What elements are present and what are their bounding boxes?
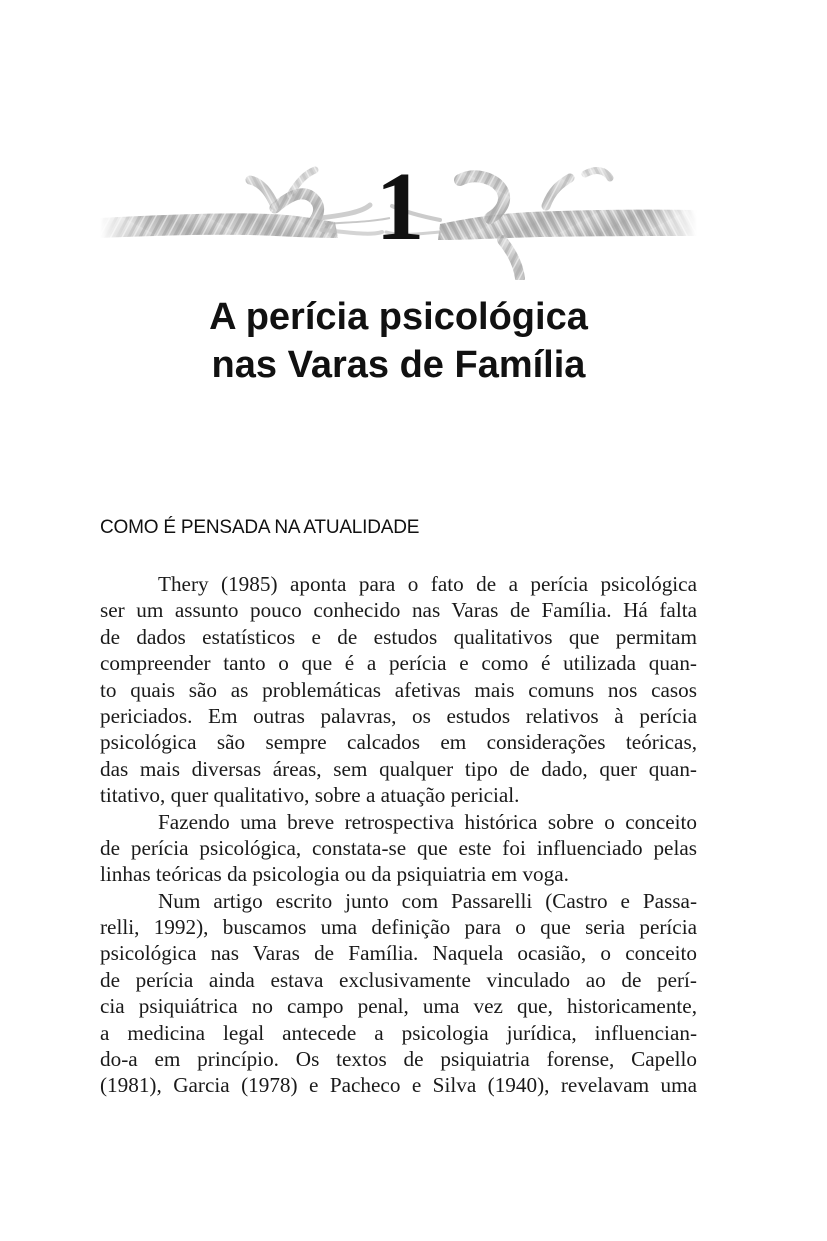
text-line: de perícia ainda estava exclusivamente vinculado ao de perí- <box>100 967 697 992</box>
text-line: titativo, quer qualitativo, sobre a atuação pericial. <box>100 783 520 808</box>
text-line: ser um assunto pouco conhecido nas Varas de Família. Há falta <box>100 598 697 623</box>
text-line: cia psiquiátrica no campo penal, uma vez que, historicamente, <box>100 994 697 1019</box>
text-line: a medicina legal antecede a psicologia jurídica, influencian- <box>100 1020 697 1045</box>
text-line: psicológica nas Varas de Família. Naquela ocasião, o conceito <box>100 941 697 966</box>
text-line: (1981), Garcia (1978) e Pacheco e Silva (1940), revelavam uma <box>100 1073 697 1098</box>
chapter-number: 1 <box>375 153 425 261</box>
text-line: de dados estatísticos e de estudos qualitativos que permitam <box>100 624 697 649</box>
text-line: Fazendo uma breve retrospectiva histórica sobre o conceito <box>158 809 697 834</box>
paragraph <box>100 571 697 809</box>
paragraph <box>100 888 697 1099</box>
text-line: periciados. Em outras palavras, os estudos relativos à perícia <box>100 703 697 728</box>
paragraph <box>100 809 697 888</box>
chapter-title-line: A perícia psicológica <box>209 296 588 338</box>
chapter-title <box>100 293 697 389</box>
body-text <box>100 571 697 1099</box>
text-line: Thery (1985) aponta para o fato de a perícia psicológica <box>158 572 697 596</box>
section-heading: COMO É PENSADA NA ATUALIDADE <box>100 517 420 538</box>
text-line: Num artigo escrito junto com Passarelli (Castro e Passa- <box>158 888 697 913</box>
text-line: do-a em princípio. Os textos de psiquiatria forense, Capello <box>100 1047 697 1072</box>
text-line: de perícia psicológica, constata-se que este foi influenciado pelas <box>100 835 697 860</box>
text-line: das mais diversas áreas, sem qualquer tipo de dado, quer quan- <box>100 756 697 781</box>
text-line: compreender tanto o que é a perícia e como é utilizada quan- <box>100 651 697 676</box>
text-line: to quais são as problemáticas afetivas mais comuns nos casos <box>100 677 697 702</box>
text-line: psicológica são sempre calcados em considerações teóricas, <box>100 730 697 755</box>
chapter-title-line: nas Varas de Família <box>211 344 586 386</box>
text-line: relli, 1992), buscamos uma definição para o que seria perícia <box>100 915 697 940</box>
text-line: linhas teóricas da psicologia ou da psiquiatria em voga. <box>100 862 569 887</box>
